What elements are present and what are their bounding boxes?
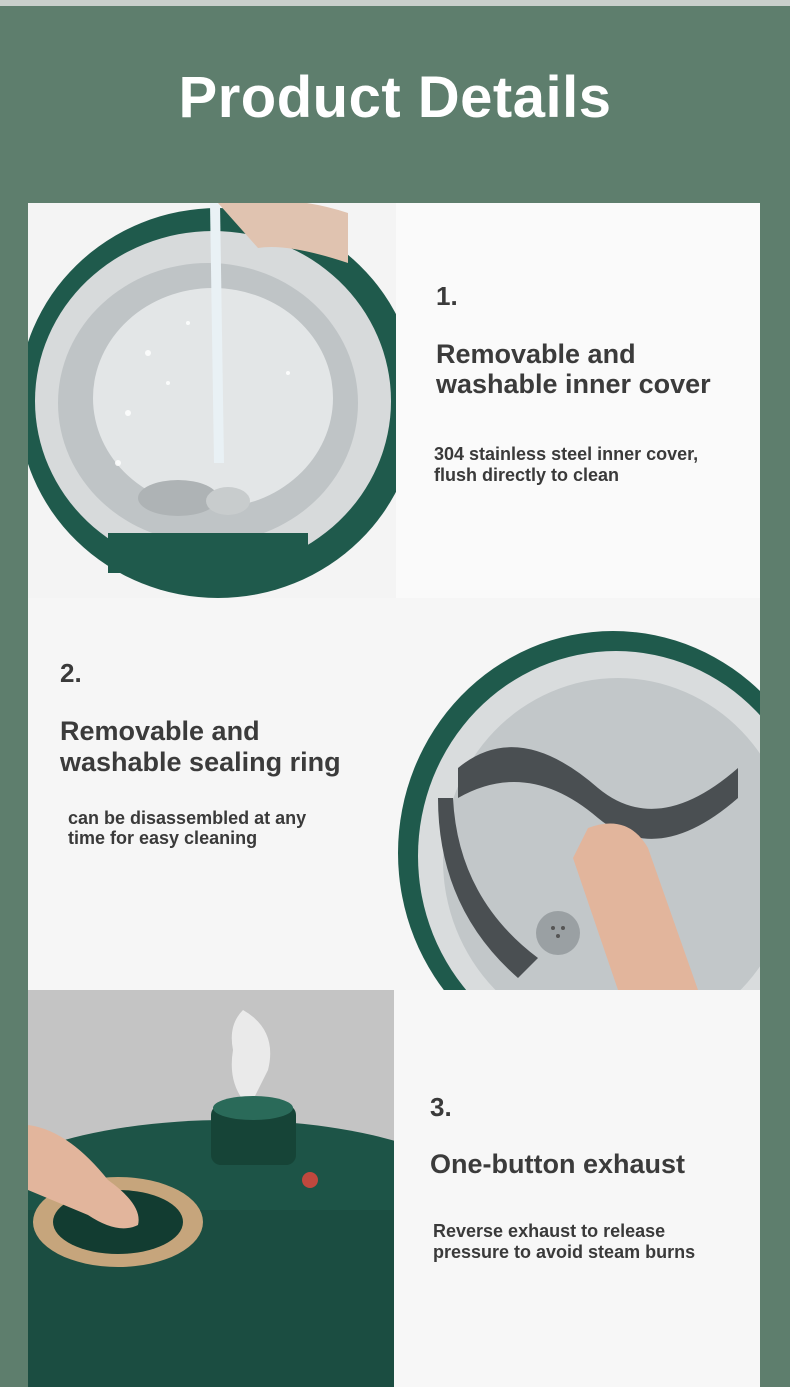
sealing-ring-photo	[398, 598, 760, 990]
section-1-heading-line2: washable inner cover	[436, 369, 711, 399]
section-1-desc-line2: flush directly to clean	[434, 465, 620, 485]
section-1-heading-line1: Removable and	[436, 339, 636, 369]
section-3-heading: One-button exhaust	[430, 1149, 685, 1179]
page-title: Product Details	[178, 65, 612, 130]
section-1-panel	[28, 203, 760, 598]
section-2-heading-line1: Removable and	[60, 716, 260, 746]
section-2-desc-line1: can be disassembled at any	[68, 808, 307, 828]
exhaust-button-photo	[28, 990, 394, 1387]
section-3-number: 3.	[430, 1092, 452, 1122]
section-2-number: 2.	[60, 658, 82, 688]
section-2-panel	[28, 598, 760, 990]
section-1-number: 1.	[436, 281, 458, 311]
section-2-desc-line2: time for easy cleaning	[68, 828, 258, 848]
section-2-heading-line2: washable sealing ring	[60, 747, 341, 777]
section-3-desc-line1: Reverse exhaust to release	[433, 1221, 666, 1241]
inner-cover-photo	[28, 203, 396, 598]
section-1-desc-line1: 304 stainless steel inner cover,	[434, 444, 699, 464]
top-strip	[0, 0, 790, 6]
section-3-desc-line2: pressure to avoid steam burns	[433, 1242, 696, 1262]
section-3-panel	[28, 990, 760, 1387]
